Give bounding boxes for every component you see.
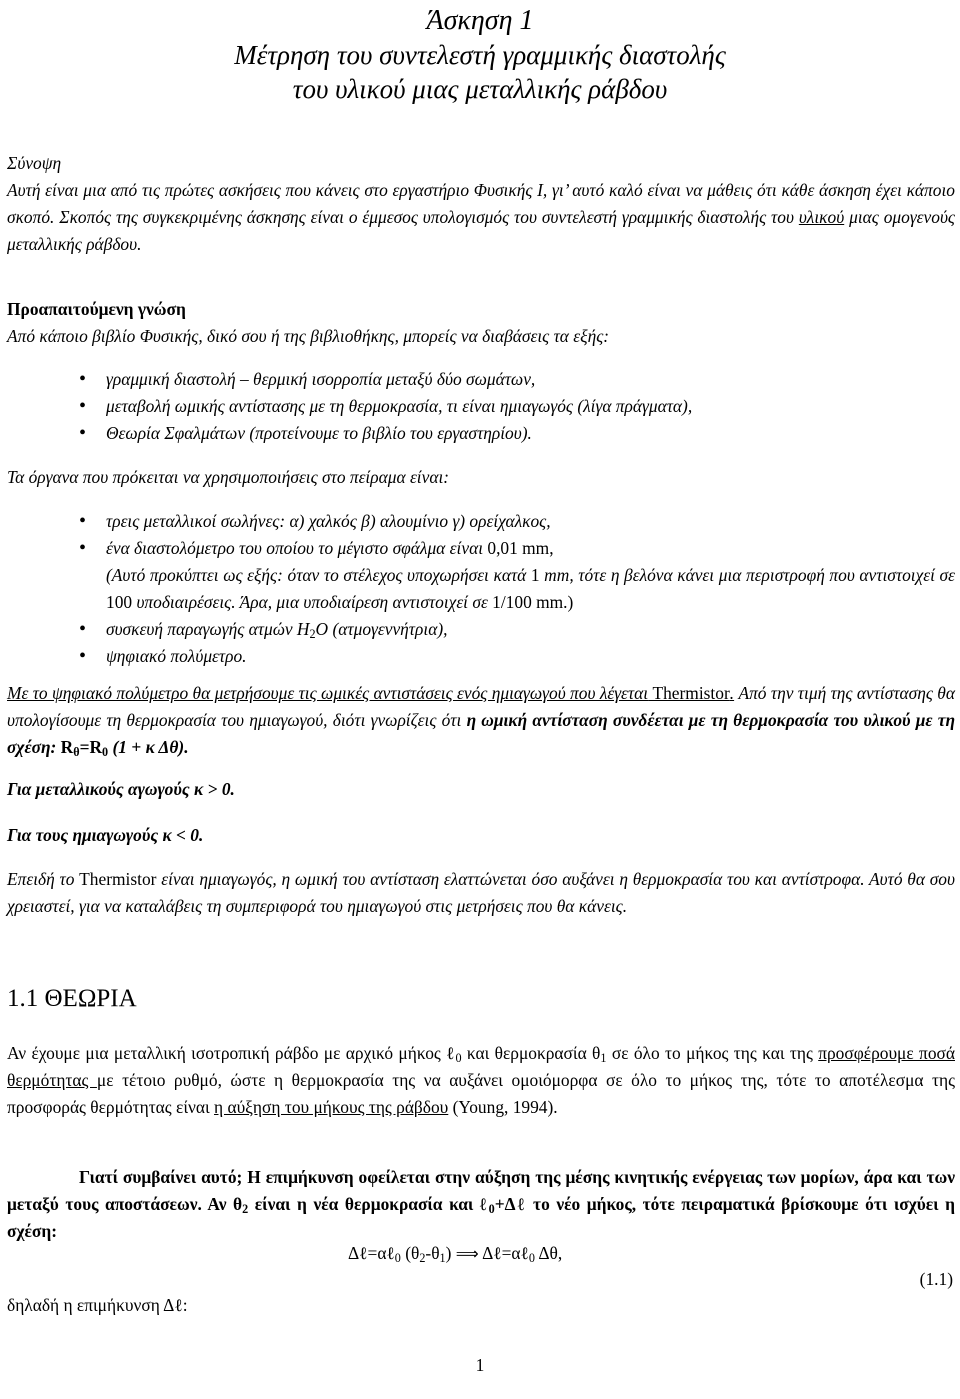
thermistor-section bbox=[7, 680, 955, 761]
list-item: • ένα διαστολόμετρο του οποίου το μέγιστο σφάλμα είναι 0,01 mm, (Αυτό προκύπτει ως εξής: όταν το στέλεχος υποχωρήσει κατά 1 mm, τότε η βελόνα κάνει μια περιστροφή που αντιστοιχεί σε 100 υποδιαιρέσεις. Άρα, μια υποδιαίρεση αντιστοιχεί σε 1/100 mm.) bbox=[79, 537, 955, 612]
instruments-section bbox=[7, 464, 955, 491]
list-item: • τρεις μεταλλικοί σωλήνες: α) χαλκός β) αλουμίνιο γ) ορείχαλκος, bbox=[7, 508, 955, 535]
page-number: 1 bbox=[475, 1355, 485, 1375]
list-item: • μεταβολή ωμικής αντίστασης με τη θερμοκρασία, τι είναι ημιαγωγός (λίγα πράγματα), bbox=[7, 393, 955, 420]
theory-paragraph-2: Γιατί συμβαίνει αυτό; Η επιμήκυνση οφείλεται στην αύξηση της μέσης κινητικής ενέργειας των μορίων, άρα και των μεταξύ τους αποστάσεων. Αν $\theta_2$ είναι η νέα θερμοκρασία και ℓ$_0$+Δℓ το νέο μήκος, τότε πειραματικά βρίσκουμε ότι ισχύει η σχέση: bbox=[7, 1167, 955, 1241]
summary-heading: Σύνοψη bbox=[7, 153, 62, 173]
metals-note: Για μεταλλικούς αγωγούς κ > 0. bbox=[7, 779, 235, 799]
bullet-icon: • bbox=[79, 368, 87, 390]
list-item: • συσκευή παραγωγής ατμών $H_2O$ (ατμογεννήτρια), bbox=[79, 618, 448, 641]
exercise-title: Άσκηση 1 bbox=[426, 5, 534, 36]
instruments-list bbox=[7, 508, 955, 670]
theory-heading: 1.1 ΘΕΩΡΙΑ bbox=[7, 985, 137, 1012]
theory-paragraph-1: Αν έχουμε μια μεταλλική ισοτροπική ράβδο με αρχικό μήκος ℓ$_0$ και θερμοκρασία $\theta_1$ σε όλο το μήκος της και της προσφέρουμε ποσά θερμότητας με τέτοιο ρυθμό, ώστε η θερμοκρασία της να αυξάνει ομοιόμορφα σε όλο το μήκος της, τότε το αποτέλεσμα της προσφοράς θερμότητας είναι η αύξηση του μήκους της ράβδου (Young, 1994). bbox=[7, 1043, 955, 1117]
material-link: υλικού bbox=[798, 207, 845, 227]
instruments-intro: Τα όργανα που πρόκειται να χρησιμοποιήσεις στο πείραμα είναι: bbox=[7, 467, 450, 487]
bullet-icon: • bbox=[79, 618, 87, 640]
bullet-icon: • bbox=[79, 510, 87, 532]
elongation-label: δηλαδή η επιμήκυνση Δℓ: bbox=[7, 1295, 188, 1315]
bullet-icon: • bbox=[79, 395, 87, 417]
list-item: • ψηφιακό πολύμετρο. bbox=[7, 643, 955, 670]
thermistor-behavior-paragraph: Επειδή το Thermistor είναι ημιαγωγός, η ωμική του αντίσταση ελαττώνεται όσο αυξάνει η θερμοκρασία του και αντίστροφα. Αυτό θα σου χρειαστεί, για να καταλάβεις τη συμπεριφορά του ημιαγωγού στις μετρήσεις που θα κάνεις. bbox=[7, 869, 955, 916]
prerequisites-list-wrap bbox=[7, 366, 955, 447]
bullet-icon: • bbox=[79, 645, 87, 667]
list-item: • Θεωρία Σφαλμάτων (προτείνουμε το βιβλίο του εργαστηρίου). bbox=[7, 420, 955, 447]
exercise-subtitle-line1: Μέτρηση του συντελεστή γραμμικής διαστολής bbox=[234, 40, 726, 70]
list-item: • γραμμική διαστολή – θερμική ισορροπία μεταξύ δύο σωμάτων, bbox=[7, 366, 955, 393]
implies-arrow-icon: ⟹ bbox=[455, 1244, 479, 1263]
prerequisites-list bbox=[7, 366, 955, 447]
exercise-subtitle-line2: του υλικού μιας μεταλλικής ράβδου bbox=[292, 74, 668, 104]
summary-section bbox=[7, 150, 955, 258]
equation-number: (1.1) bbox=[919, 1269, 953, 1289]
equation-1-1: Δℓ=αℓ$_0$ $(\theta_2-\theta_1)$ ⟹ Δℓ=αℓ$_0$ Δθ, bbox=[348, 1243, 563, 1265]
bullet-icon: • bbox=[79, 537, 87, 559]
summary-text: Αυτή είναι μια από τις πρώτες ασκήσεις που κάνεις στο εργαστήριο Φυσικής Ι, γι’ αυτό καλό είναι να μάθεις ότι κάθε άσκηση έχει κάποιο σκοπό. Σκοπός της συγκεκριμένης άσκησης είναι ο έμμεσος υπολογισμός του συντελεστή γραμμικής διαστολής του υλικού μιας ομογενούς μεταλλικής ράβδου. bbox=[7, 180, 955, 254]
prerequisites-intro: Από κάποιο βιβλίο Φυσικής, δικό σου ή της βιβλιοθήκης, μπορείς να διαβάσεις τα εξής: bbox=[7, 326, 610, 346]
prerequisites-section bbox=[7, 296, 955, 350]
thermistor-paragraph: Με το ψηφιακό πολύμετρο θα μετρήσουμε τις ωμικές αντιστάσεις ενός ημιαγωγού που λέγεται Thermistor. Από την τιμή της αντίστασης θα υπολογίσουμε τη θερμοκρασία του ημιαγωγού, διότι γνωρίζεις ότι η ωμική αντίσταση συνδέεται με τη θερμοκρασία του υλικού με τη σχέση: $R_\theta=R_0$ (1 + κ Δθ). bbox=[7, 683, 955, 759]
semiconductors-note: Για τους ημιαγωγούς κ < 0. bbox=[7, 825, 204, 845]
prerequisites-heading: Προαπαιτούμενη γνώση bbox=[7, 299, 186, 319]
instruments-list-wrap bbox=[7, 508, 955, 670]
bullet-icon: • bbox=[79, 422, 87, 444]
